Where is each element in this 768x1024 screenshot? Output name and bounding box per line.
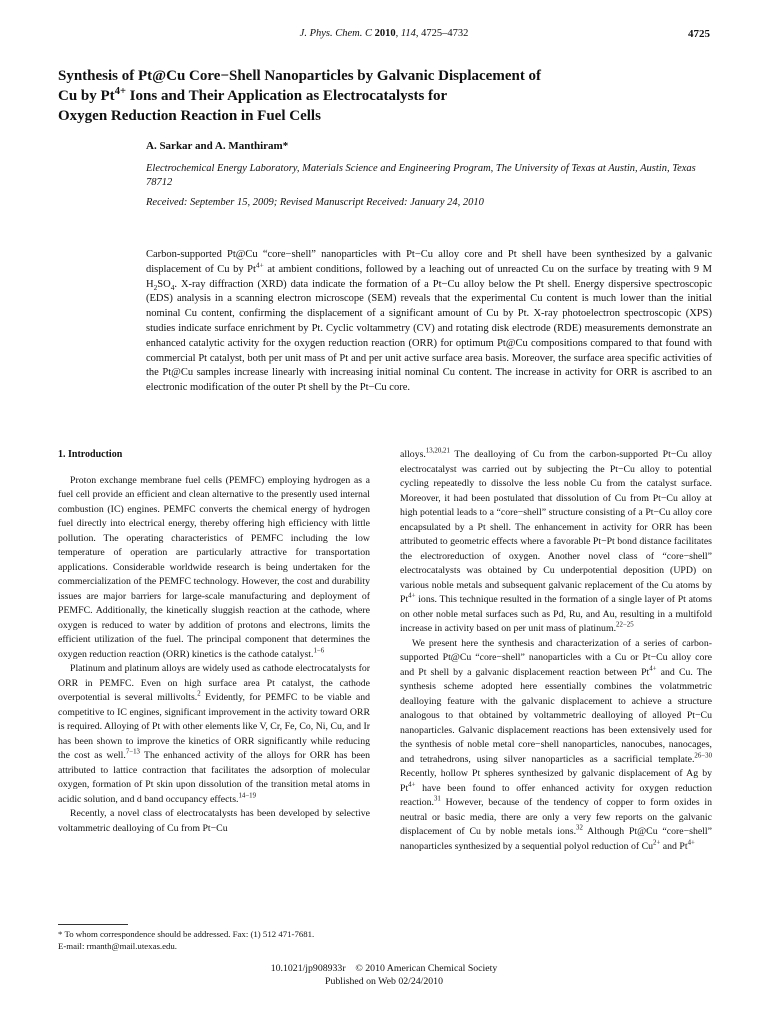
citation-ref: 14−19	[238, 792, 257, 800]
abstract-text-4: . X-ray diffraction (XRD) data indicate the formation of a Pt−Cu alloy below the Pt shell. Energy dispersive spectroscopic (EDS) analysis in a scanning electron microscope (SEM) reveals that the experimental Cu content is much lower than the initial nominal Cu content, confirming the displacement of a significant amount of Cu by Pt. X-ray photoelectron spectroscopic (XPS) studies indicate surface enrichment by Pt. Cyclic voltammetry (CV) and rotating disk electrode (RDE) measurements demonstrate an enhanced catalytic activity for the oxygen reduction reaction (ORR) for optimum Pt@Cu compositions compared to that found with commercial Pt catalyst, both per unit mass of Pt and per unit active surface area basis. Moreover, the surface area specific activities of the Pt@Cu samples increase linearly with increasing initial nominal Cu content. The increase in activity for ORR is ascribed to an electronic modification of the outer Pt shell by the Pt−Cu core.	[146, 278, 712, 394]
journal-year: 2010	[374, 28, 396, 39]
text: ions. This technique resulted in the formation of a single layer of Pt atoms on other noble metal surfaces such as Pd, Ru, and Au, resulting in a multifold increase in activity based on per unit mass of platinum.	[400, 594, 712, 634]
intro-paragraph-3: Recently, a novel class of electrocatalysts has been developed by selective voltammetric dealloying of Cu from Pt−Cu	[58, 808, 370, 834]
citation-ref: 22−25	[616, 621, 634, 629]
paper-title	[58, 66, 698, 126]
section-heading-introduction: 1. Introduction	[58, 449, 123, 460]
right-column	[400, 448, 712, 854]
citation-ref: 31	[434, 795, 441, 803]
text: alloys.	[400, 449, 426, 460]
abstract-sup: 4+	[255, 260, 264, 270]
text: and Pt	[660, 840, 688, 852]
abstract-sub-2: 4	[170, 282, 175, 292]
abstract-text-3: SO	[157, 278, 171, 290]
intro-paragraph-2	[58, 662, 370, 807]
abstract-text-1: Carbon-supported Pt@Cu “core−shell” nanoparticles with Pt−Cu alloy core and Pt shell have been synthesized by a galvanic displacement of Cu by Pt	[146, 249, 712, 275]
journal-name: J. Phys. Chem. C	[299, 28, 375, 39]
intro-paragraph-1	[58, 474, 370, 663]
citation-ref: 32	[576, 824, 583, 832]
abstract-sub-1: 2	[153, 282, 158, 292]
footnote-line-1: * To whom correspondence should be addressed. Fax: (1) 512 471-7681.	[58, 929, 315, 939]
journal-pages: , 4725–4732	[415, 28, 469, 39]
title-line-2	[58, 86, 698, 106]
title-line-1: Synthesis of Pt@Cu Core−Shell Nanoparticles by Galvanic Displacement of	[58, 68, 542, 84]
intro-paragraph-3-cont	[400, 448, 712, 637]
text: The dealloying of Cu from the carbon-supported Pt−Cu alloy electrocatalyst was carried out by subjecting the Pt−Cu alloy to potential cycling repeatedly to dissolve the less noble Cu from the catalyst surface. Moreover, it had been postulated that dissolution of Cu from Pt−Cu alloy at high potential leads to a “core−shell” structure consisting of a Pt−Cu alloy core encapsulated by a Pt shell. The enhancement in activity for ORR has been attributed to geometric effects where a favorable Pt−Pt bond distance facilitates the electroreduction of oxygen. Another novel class of “core−shell” electrocatalysts was obtained by Cu underpotential deposition (UPD) on various noble metals and subsequent galvanic replacement of the Cu atoms by Pt	[400, 449, 712, 605]
page-footer	[0, 962, 768, 988]
ion-charge: 4+	[687, 839, 695, 847]
citation-ref: 7−13	[125, 748, 140, 756]
authors: A. Sarkar and A. Manthiram*	[146, 140, 289, 152]
citation-ref: 2	[197, 690, 201, 698]
received-dates: Received: September 15, 2009; Revised Manuscript Received: January 24, 2010	[146, 197, 484, 208]
text: Proton exchange membrane fuel cells (PEMFC) employing hydrogen as a fuel cell provide an efficient and clean alternative to the presently used internal combustion (IC) engines. PEMFC converts the chemical energy of hydrogen fuel directly into electrical energy, thereby offering high efficiency with little pollution. The operating characteristics of PEMFC including the low temperature of operation are particularly attractive for transportation applications. Considerable worldwide research is being undertaken for the commercialization of the PEMFC technology. However, the cost and durability issues are major barriers for large-scale manufacturing and deployment of PEMFC. Additionally, the kinetically sluggish reaction at the cathode, where oxygen is reduced to water by addition of protons and electrons, limits the efficient utilization of the fuel. The principal component that determines the oxygen reduction reaction (ORR) kinetics is the cathode catalyst.	[58, 474, 370, 660]
footnote-line-2: E-mail: rmanth@mail.utexas.edu.	[58, 941, 178, 951]
journal-citation	[0, 28, 768, 39]
journal-volume: 114	[400, 28, 416, 39]
citation-ref: 1−6	[313, 647, 325, 655]
text: Recently, hollow Pt spheres synthesized by galvanic displacement of Ag by Pt	[400, 768, 712, 794]
ion-charge: 4+	[408, 781, 416, 789]
doi-copyright: 10.1021/jp908933r © 2010 American Chemical Society	[270, 963, 498, 974]
citation-ref: 26−30	[694, 752, 712, 760]
page-number: 4725	[688, 28, 710, 40]
title-superscript: 4+	[114, 86, 126, 97]
left-column	[58, 448, 370, 836]
comma: ,	[395, 28, 401, 39]
affiliation: Electrochemical Energy Laboratory, Materials Science and Engineering Program, The University of Texas at Austin, Austin, Texas 78712	[146, 163, 696, 188]
correspondence-footnote	[58, 928, 370, 952]
text: Evidently, for PEMFC to be viable and competitive to IC engines, significant improvement in the activity toward ORR is required. Alloying of Pt with other elements like V, Cr, Fe, Co, Ni, Cu, and Ir has been shown to improve the kinetics of ORR significantly while reducing the cost as well.	[58, 692, 370, 761]
ion-charge: 4+	[649, 665, 657, 673]
text: The enhanced activity of the alloys for ORR has been attributed to lattice contraction that facilitates the adsorption of molecular oxygen, formation of Pt skin upon dissolution of the transition metal atoms in acidic solution, and d band occupancy effects.	[58, 750, 370, 805]
text: have been found to offer enhanced activity for oxygen reduction reaction.	[400, 782, 712, 808]
text: Although Pt@Cu “core−shell” nanoparticles synthesized by a sequential polyol reduction of Cu	[400, 826, 712, 852]
publication-date: Published on Web 02/24/2010	[325, 976, 443, 987]
text: and Cu. The synthesis scheme adopted here essentially combines the volatmmetric dealloying feature with the galvanic displacement to achieve a structure analogous to that obtained by voltammetric dealloying of alloyed Pt−Cu nanoparticles. Galvanic displacement reactions has been extensively used for the synthesis of noble metal core−shell nanoparticles, nanocubes, nanocages, and tetrahedrons, using silver nanoparticles as a sacrificial template.	[400, 666, 712, 765]
footnote-rule	[58, 924, 128, 925]
text: We present here the synthesis and characterization of a series of carbon-supported Pt@Cu “core−shell” nanoparticles with a Cu or Pt−Cu alloy core and Pt shell by a galvanic displacement reaction between Pt	[400, 637, 712, 678]
text: However, because of the tendency of copper to form oxides in neutral or basic media, there are only a very few reports on the galvanic displacement of Cu by noble metals ions.	[400, 797, 712, 837]
title-line-2-a: Cu by Pt	[58, 88, 115, 104]
abstract-text-2: at ambient conditions, followed by a leaching out of unreacted Cu on the surface by treating with 9 M H	[146, 263, 712, 290]
abstract	[146, 248, 712, 396]
title-line-2-b: Ions and Their Application as Electrocatalysts for	[125, 88, 448, 104]
title-line-3: Oxygen Reduction Reaction in Fuel Cells	[58, 108, 321, 124]
ion-charge: 2+	[653, 839, 661, 847]
citation-ref: 13,20,21	[425, 447, 450, 455]
ion-charge: 4+	[408, 592, 416, 600]
text: Platinum and platinum alloys are widely used as cathode electrocatalysts for ORR in PEMFC. Even on high surface area Pt catalyst, the cathode overpotential is several millivolts.	[58, 663, 370, 703]
intro-paragraph-4	[400, 637, 712, 855]
